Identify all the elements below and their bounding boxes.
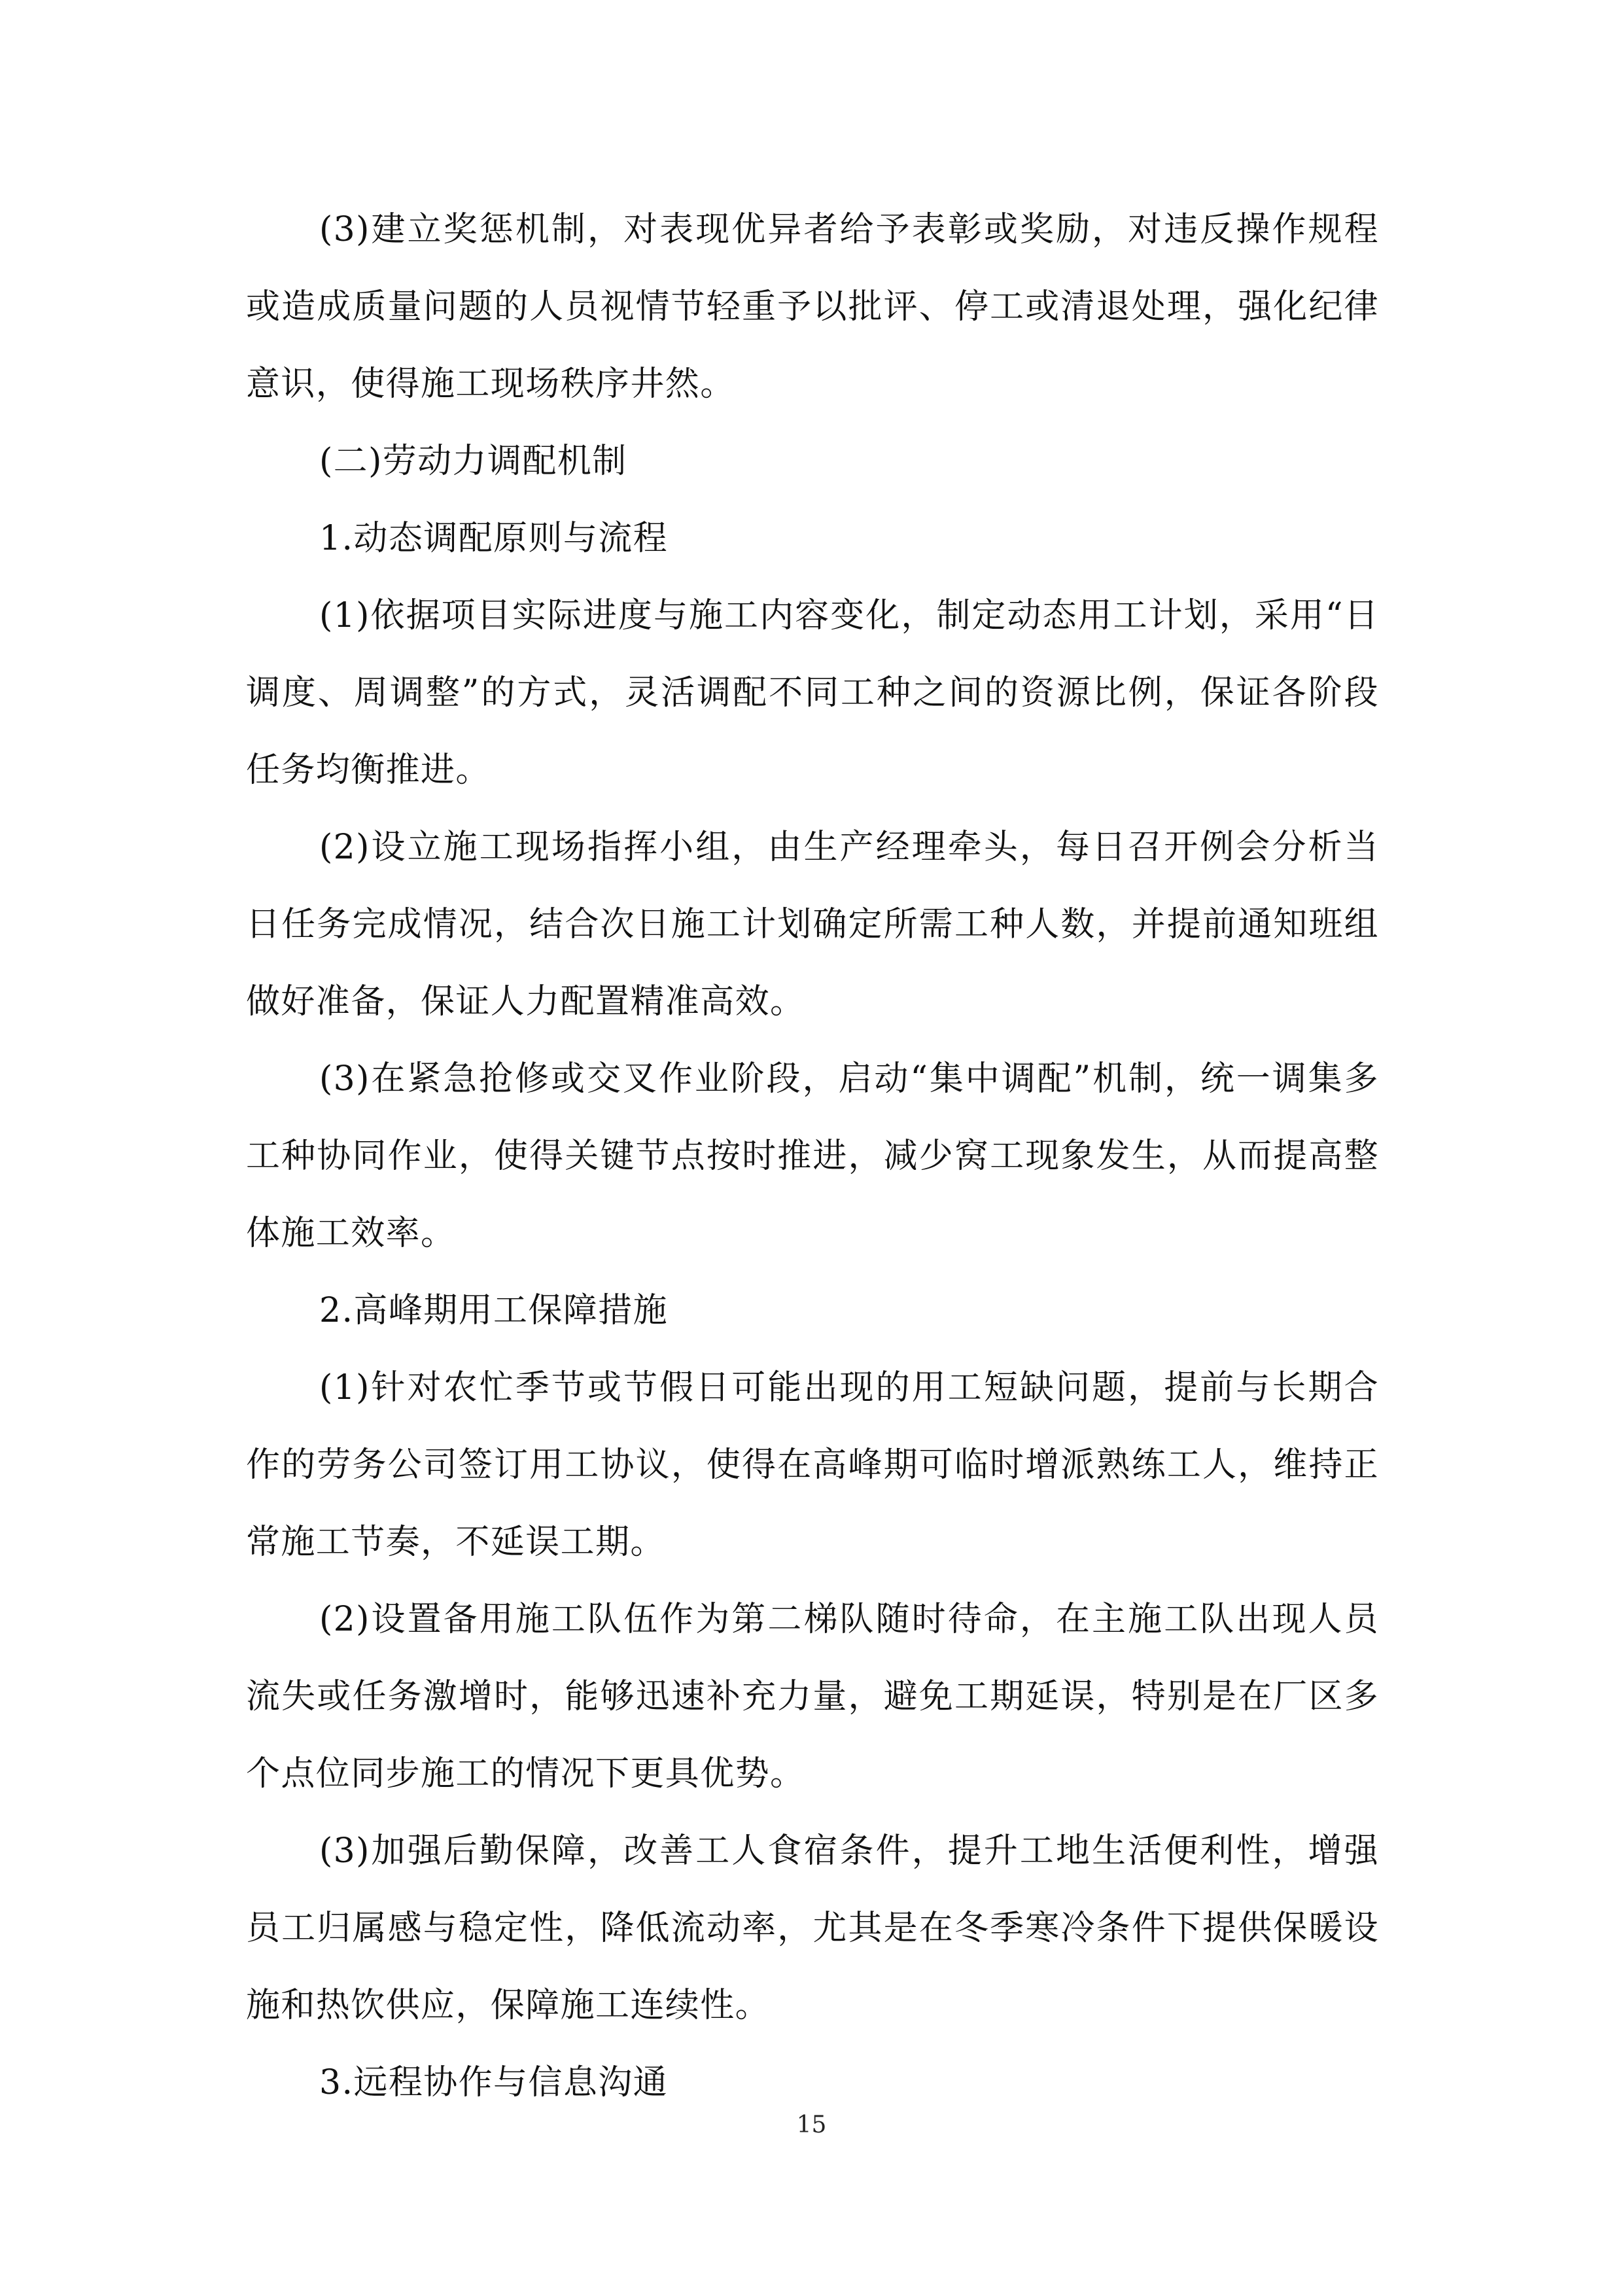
paragraph-reward-punishment: (3)建立奖惩机制，对表现优异者给予表彰或奖励，对违反操作规程或造成质量问题的人员视情节轻重予以批评、停工或清退处理，强化纪律意识，使得施工现场秩序井然。 [246,210,1379,404]
section-heading-labor-allocation: (二)劳动力调配机制 [319,442,627,481]
paragraph-backup-team: (2)设置备用施工队伍作为第二梯队随时待命，在主施工队出现人员流失或任务激增时，能够迅速补充力量，避免工期延误，特别是在厂区多个点位同步施工的情况下更具优势。 [246,1600,1379,1793]
paragraph-centralized-allocation: (3)在紧急抢修或交叉作业阶段，启动“集中调配”机制，统一调集多工种协同作业，使得关键节点按时推进，减少窝工现象发生，从而提高整体施工效率。 [246,1059,1379,1253]
paragraph-labor-agreement: (1)针对农忙季节或节假日可能出现的用工短缺问题，提前与长期合作的劳务公司签订用工协议，使得在高峰期可临时增派熟练工人，维持正常施工节奏，不延误工期。 [246,1368,1379,1562]
body-text [246,191,1379,2121]
paragraph-command-group: (2)设立施工现场指挥小组，由生产经理牵头，每日召开例会分析当日任务完成情况，结合次日施工计划确定所需工种人数，并提前通知班组做好准备，保证人力配置精准高效。 [246,828,1379,1021]
subsection-heading-dynamic-allocation: 1.动态调配原则与流程 [319,519,669,558]
subsection-heading-remote-collaboration: 3.远程协作与信息沟通 [319,2063,669,2102]
subsection-heading-peak-labor: 2.高峰期用工保障措施 [319,1291,669,1330]
page-number: 15 [796,2111,827,2138]
paragraph-logistics: (3)加强后勤保障，改善工人食宿条件，提升工地生活便利性，增强员工归属感与稳定性，降低流动率，尤其是在冬季寒冷条件下提供保暖设施和热饮供应，保障施工连续性。 [246,1831,1379,2025]
paragraph-dynamic-plan: (1)依据项目实际进度与施工内容变化，制定动态用工计划，采用“日调度、周调整”的方式，灵活调配不同工种之间的资源比例，保证各阶段任务均衡推进。 [246,596,1379,790]
